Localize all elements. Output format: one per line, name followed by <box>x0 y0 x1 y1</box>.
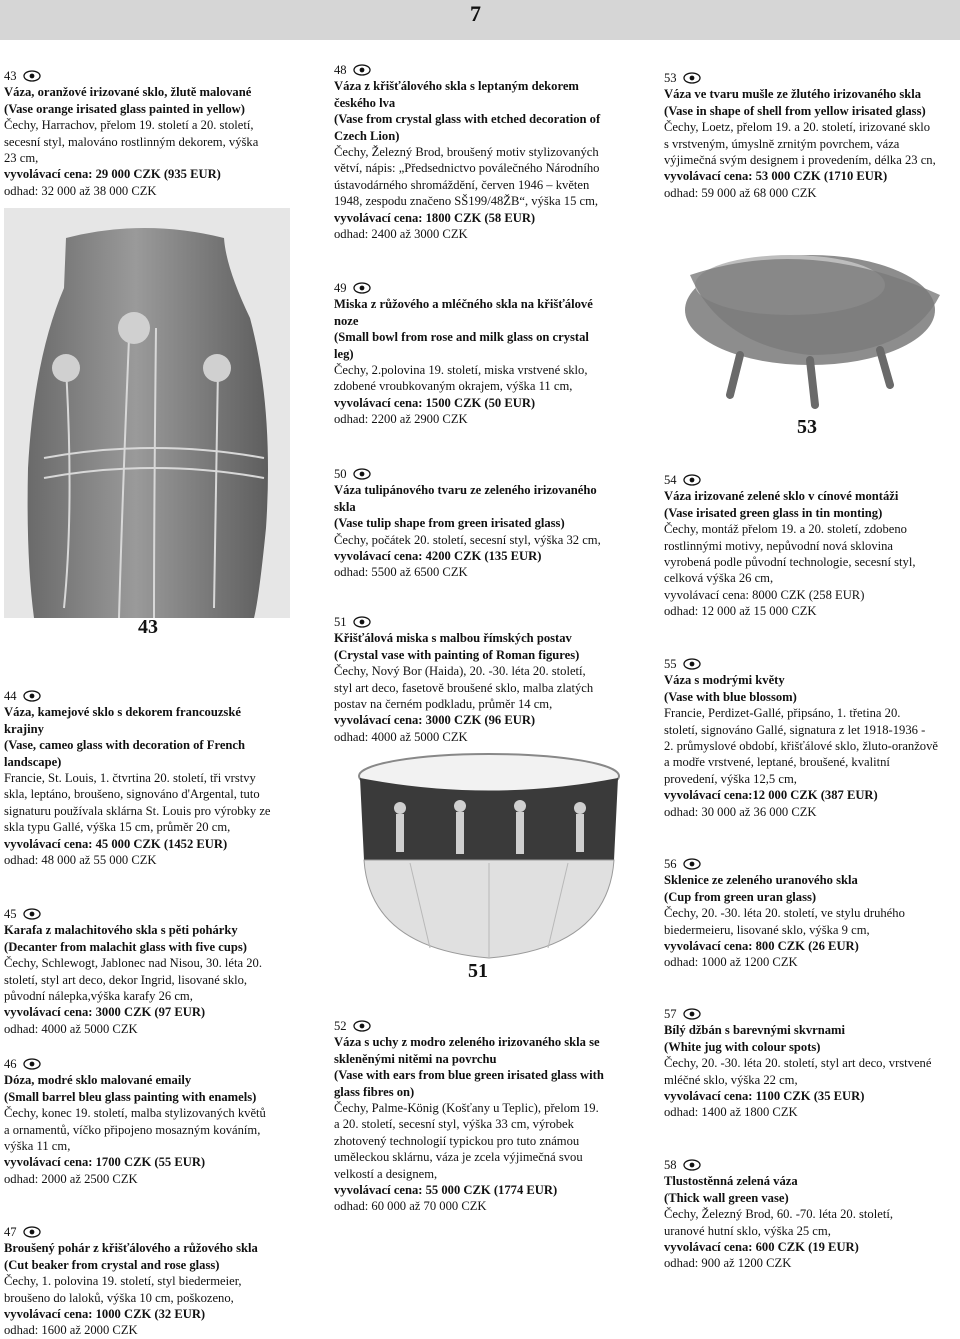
lot-line: Váza, oranžové irizované sklo, žlutě malované <box>4 85 252 100</box>
lot-line: styl art deco, fasetově broušené sklo, malba zlatých <box>334 680 594 695</box>
eye-icon <box>353 468 371 480</box>
lot-line: (Vase orange irisated glass painted in yellow) <box>4 101 245 116</box>
lot-line: odhad: 32 000 až 38 000 CZK <box>4 183 157 198</box>
lot-43 <box>4 68 258 199</box>
bowl-51-photo <box>350 748 628 968</box>
lot-number <box>4 906 262 922</box>
lot-number-text: 43 <box>4 69 17 83</box>
lot-line: vyvolávací cena: 1700 CZK (55 EUR) <box>4 1155 206 1170</box>
eye-icon <box>23 908 41 920</box>
lot-number-text: 49 <box>334 281 347 295</box>
lot-line: leg) <box>334 346 354 361</box>
lot-line: 2. průmyslové období, křišťálové sklo, žluto-oranžově <box>664 739 938 754</box>
lot-number-text: 51 <box>334 615 347 629</box>
lot-line: odhad: 1600 až 2000 CZK <box>4 1323 138 1338</box>
lot-line: a modře vrstvené, leptané, broušené, kvalitní <box>664 755 890 770</box>
lot-line: vyvolávací cena: 600 CZK (19 EUR) <box>664 1240 859 1255</box>
lot-number <box>334 62 600 78</box>
lot-50 <box>334 466 601 581</box>
lot-line: století, signováno Gallé, signatura z let 1918-1936 - <box>664 722 926 737</box>
lot-number-text: 48 <box>334 63 347 77</box>
lot-line: (Vase irisated green glass in tin monting) <box>664 505 883 520</box>
lot-line: mléčné sklo, výška 22 cm, <box>664 1072 798 1087</box>
lot-line: (Vase, cameo glass with decoration of French <box>4 738 246 753</box>
eye-icon <box>353 616 371 628</box>
eye-icon <box>683 658 701 670</box>
eye-icon <box>23 690 41 702</box>
lot-line: vyvolávací cena: 3000 CZK (96 EUR) <box>334 713 536 728</box>
lot-53 <box>664 70 936 201</box>
lot-line: celková výška 26 cm, <box>664 571 774 586</box>
lot-number-text: 47 <box>4 1225 17 1239</box>
shell-vase-53-photo <box>670 215 955 415</box>
lot-number <box>4 688 271 704</box>
lot-45 <box>4 906 262 1037</box>
lot-line: Váza ve tvaru mušle ze žlutého irizovaného skla <box>664 87 922 102</box>
lot-number <box>664 1157 893 1173</box>
lot-line: (Crystal vase with painting of Roman figures) <box>334 647 580 662</box>
lot-number <box>334 614 593 630</box>
lot-line: Francie, Perdizet-Gallé, připsáno, 1. třetina 20. <box>664 706 901 721</box>
lot-line: vyvolávací cena: 53 000 CZK (1710 EUR) <box>664 169 888 184</box>
lot-line: (Small bowl from rose and milk glass on crystal <box>334 330 589 345</box>
lot-line: a 20. století, secesní styl, výška 33 cm, výrobek <box>334 1117 574 1132</box>
lot-line: krajiny <box>4 721 44 736</box>
lot-46 <box>4 1056 266 1187</box>
lot-line: Čechy, konec 19. století, malba stylizovaných květů <box>4 1106 266 1121</box>
lot-number-text: 53 <box>664 71 677 85</box>
lot-line: Karafa z malachitového skla s pěti pohárky <box>4 923 238 938</box>
lot-line: vyvolávací cena: 1100 CZK (35 EUR) <box>664 1089 865 1104</box>
lot-line: Křišťálová miska s malbou římských postav <box>334 631 572 646</box>
lot-line: vyvolávací cena: 1500 CZK (50 EUR) <box>334 395 536 410</box>
lot-line: Váza irizované zelené sklo v cínové montáži <box>664 489 899 504</box>
lot-line: (Cut beaker from crystal and rose glass) <box>4 1257 220 1272</box>
caption-43: 43 <box>138 616 158 638</box>
lot-line: odhad: 30 000 až 36 000 CZK <box>664 804 817 819</box>
lot-number <box>664 472 915 488</box>
lot-number <box>664 70 936 86</box>
lot-line: rostlinnými motivy, nepůvodní nová sklovina <box>664 538 894 553</box>
lot-line: Čechy, Schlewogt, Jablonec nad Nisou, 30. léta 20. <box>4 956 262 971</box>
lot-number-text: 55 <box>664 657 677 671</box>
lot-line: skla typu Gallé, výška 15 cm, průměr 20 cm, <box>4 820 231 835</box>
lot-line: Čechy, počátek 20. století, secesní styl, výška 32 cm, <box>334 532 601 547</box>
lot-line: odhad: 2000 až 2500 CZK <box>4 1171 138 1186</box>
eye-icon <box>683 72 701 84</box>
lot-57 <box>664 1006 931 1121</box>
lot-line: glass fibres on) <box>334 1084 415 1099</box>
lot-54 <box>664 472 915 620</box>
eye-icon <box>353 64 371 76</box>
lot-line: secesní styl, malováno rostlinným dekorem, výška <box>4 134 259 149</box>
lot-line: skla <box>334 499 356 514</box>
lot-line: Váza s uchy z modro zeleného irizovaného skla se <box>334 1035 600 1050</box>
lot-line: Čechy, Železný Brod, 60. -70. léta 20. století, <box>664 1207 893 1222</box>
lot-line: odhad: 2200 až 2900 CZK <box>334 412 468 427</box>
lot-line: (Thick wall green vase) <box>664 1190 789 1205</box>
lot-line: Čechy, 20. -30. léta 20. století, ve stylu druhého <box>664 906 905 921</box>
lot-line: českého lva <box>334 95 396 110</box>
lot-number-text: 52 <box>334 1019 347 1033</box>
lot-number <box>664 1006 931 1022</box>
lot-line: vyvolávací cena: 55 000 CZK (1774 EUR) <box>334 1183 558 1198</box>
lot-line: odhad: 900 až 1200 CZK <box>664 1256 792 1271</box>
lot-line: Broušený pohár z křišťálového a růžového skla <box>4 1241 258 1256</box>
lot-line: odhad: 59 000 až 68 000 CZK <box>664 185 817 200</box>
lot-49 <box>334 280 593 428</box>
eye-icon <box>353 282 371 294</box>
lot-line: provedení, výška 12,5 cm, <box>664 771 797 786</box>
lot-line: (Vase tulip shape from green irisated glass) <box>334 516 565 531</box>
lot-number-text: 54 <box>664 473 677 487</box>
lot-line: původní nálepka,výška karafy 26 cm, <box>4 989 193 1004</box>
lot-number-text: 46 <box>4 1057 17 1071</box>
lot-line: (Cup from green uran glass) <box>664 889 817 904</box>
lot-line: (Vase with blue blossom) <box>664 689 797 704</box>
lot-line: odhad: 1400 až 1800 CZK <box>664 1105 798 1120</box>
lot-number-text: 56 <box>664 857 677 871</box>
lot-line: Bílý džbán s barevnými skvrnami <box>664 1023 846 1038</box>
lot-line: odhad: 2400 až 3000 CZK <box>334 227 468 242</box>
lot-line: odhad: 4000 až 5000 CZK <box>334 729 468 744</box>
lot-44 <box>4 688 271 868</box>
eye-icon <box>23 70 41 82</box>
lot-line: ústavodárného shromáždění, červen 1946 – květen <box>334 177 590 192</box>
lot-line: Váza z křišťálového skla s leptaným dekorem <box>334 79 579 94</box>
lot-line: vyvolávací cena: 800 CZK (26 EUR) <box>664 939 859 954</box>
lot-line: postav na černém podkladu, průměr 14 cm, <box>334 697 553 712</box>
lot-line: vyvolávací cena:12 000 CZK (387 EUR) <box>664 788 878 803</box>
lot-line: Čechy, montáž přelom 19. a 20. století, zdobeno <box>664 522 907 537</box>
lot-line: větví, nápis: „Předsednictvo poválečného Národního <box>334 161 600 176</box>
eye-icon <box>683 858 701 870</box>
eye-icon <box>353 1020 371 1032</box>
lot-line: vyvolávací cena: 1800 CZK (58 EUR) <box>334 210 536 225</box>
lot-line: zhotovený technologií typickou pro tuto známou <box>334 1133 580 1148</box>
lot-number <box>334 1018 604 1034</box>
lot-line: vyrobená podle původní technologie, secesní styl, <box>664 555 916 570</box>
lot-line: biedermeieru, lisované sklo, výška 9 cm, <box>664 922 870 937</box>
eye-icon <box>683 1008 701 1020</box>
lot-line: skleněnými nitěmi na povrchu <box>334 1051 497 1066</box>
lot-line: odhad: 4000 až 5000 CZK <box>4 1021 138 1036</box>
lot-line: uměleckou sklárnu, váza je zcela výjimečná svou <box>334 1150 583 1165</box>
lot-line: (Vase with ears from blue green irisated glass with <box>334 1068 604 1083</box>
lot-52 <box>334 1018 604 1215</box>
lot-line: vyvolávací cena: 3000 CZK (97 EUR) <box>4 1005 206 1020</box>
lot-line: (White jug with colour spots) <box>664 1039 821 1054</box>
lot-58 <box>664 1157 893 1272</box>
lot-number <box>4 1056 266 1072</box>
eye-icon <box>683 474 701 486</box>
lot-line: (Vase from crystal glass with etched decoration of <box>334 112 601 127</box>
lot-55 <box>664 656 938 820</box>
lot-line: vyvolávací cena: 29 000 CZK (935 EUR) <box>4 167 221 182</box>
lot-line: noze <box>334 313 359 328</box>
lot-line: s vrstveným, úmyslně zrnitým povrchem, váza <box>664 136 900 151</box>
lot-line: (Small barrel bleu glass painting with enamels) <box>4 1089 257 1104</box>
lot-line: Miska z růžového a mléčného skla na křišťálové <box>334 297 593 312</box>
lot-number-text: 57 <box>664 1007 677 1021</box>
lot-line: odhad: 1000 až 1200 CZK <box>664 955 798 970</box>
lot-number-text: 45 <box>4 907 17 921</box>
eye-icon <box>23 1058 41 1070</box>
lot-line: landscape) <box>4 754 62 769</box>
lot-48 <box>334 62 600 242</box>
lot-line: signaturu používala sklárna St. Louis pro výrobky ze <box>4 803 271 818</box>
lot-56 <box>664 856 905 971</box>
eye-icon <box>23 1226 41 1238</box>
lot-line: Czech Lion) <box>334 128 400 143</box>
lot-47 <box>4 1224 258 1339</box>
lot-line: Čechy, Harrachov, přelom 19. století a 20. století, <box>4 118 254 133</box>
lot-line: Tlustostěnná zelená váza <box>664 1174 798 1189</box>
lot-line: 23 cm, <box>4 151 39 166</box>
lot-line: odhad: 60 000 až 70 000 CZK <box>334 1199 487 1214</box>
lot-line: odhad: 5500 až 6500 CZK <box>334 565 468 580</box>
lot-number-text: 50 <box>334 467 347 481</box>
lot-line: Sklenice ze zeleného uranového skla <box>664 873 858 888</box>
lot-line: vyvolávací cena: 4200 CZK (135 EUR) <box>334 549 542 564</box>
lot-line: odhad: 12 000 až 15 000 CZK <box>664 604 817 619</box>
lot-line: (Decanter from malachit glass with five cups) <box>4 939 247 954</box>
lot-number <box>334 466 601 482</box>
lot-line: 1948, zespodu značeno SŠ199/48ŽB“, výška 15 cm, <box>334 194 599 209</box>
lot-number <box>4 1224 258 1240</box>
lot-line: výška 11 cm, <box>4 1139 71 1154</box>
lot-line: (Vase in shape of shell from yellow irisated glass) <box>664 103 926 118</box>
lot-line: a ornamentů, víčko připojeno mosazným kováním, <box>4 1122 261 1137</box>
lot-number <box>664 656 938 672</box>
lot-line: Váza tulipánového tvaru ze zeleného irizovaného <box>334 483 597 498</box>
lot-line: Francie, St. Louis, 1. čtvrtina 20. století, tři vrstvy <box>4 771 256 786</box>
lot-line: výjimečná svým designem i provedením, délka 23 cn, <box>664 153 936 168</box>
lot-line: vyvolávací cena: 45 000 CZK (1452 EUR) <box>4 836 228 851</box>
lot-line: Čechy, Palme-König (Košťany u Teplic), přelom 19. <box>334 1101 599 1116</box>
lot-line: Čechy, 20. -30. léta 20. století, styl art deco, vrstvené <box>664 1056 932 1071</box>
caption-51: 51 <box>468 960 488 982</box>
lot-line: Váza s modrými květy <box>664 673 785 688</box>
lot-line: Čechy, Železný Brod, broušený motiv stylizovaných <box>334 145 599 160</box>
vase-43-photo <box>4 208 290 618</box>
lot-number-text: 44 <box>4 689 17 703</box>
lot-line: století, styl art deco, dekor Ingrid, lisované sklo, <box>4 972 248 987</box>
lot-line: Čechy, Loetz, přelom 19. a 20. století, irizované sklo <box>664 120 931 135</box>
lot-number <box>4 68 258 84</box>
lot-line: Dóza, modré sklo malované emaily <box>4 1073 192 1088</box>
lot-line: velkostí a designem, <box>334 1166 438 1181</box>
lot-51 <box>334 614 593 745</box>
lot-line: vyvolávací cena: 8000 CZK (258 EUR) <box>664 587 865 602</box>
lot-line: broušeno do laloků, výška 10 cm, poškozeno, <box>4 1290 234 1305</box>
lot-line: zdobené vroubkovaným okrajem, výška 11 cm, <box>334 379 573 394</box>
lot-line: uranové hutní sklo, výška 25 cm, <box>664 1223 831 1238</box>
lot-line: skla, leptáno, broušeno, signováno d'Argental, tuto <box>4 787 260 802</box>
lot-line: Čechy, Nový Bor (Haida), 20. -30. léta 20. století, <box>334 664 586 679</box>
lot-number <box>334 280 593 296</box>
caption-53: 53 <box>797 416 817 438</box>
lot-number-text: 58 <box>664 1158 677 1172</box>
lot-line: odhad: 48 000 až 55 000 CZK <box>4 853 157 868</box>
lot-line: Čechy, 1. polovina 19. století, styl biedermeier, <box>4 1274 242 1289</box>
lot-line: Váza, kamejové sklo s dekorem francouzské <box>4 705 241 720</box>
lot-line: Čechy, 2.polovina 19. století, miska vrstvené sklo, <box>334 363 588 378</box>
eye-icon <box>683 1159 701 1171</box>
lot-line: vyvolávací cena: 1000 CZK (32 EUR) <box>4 1307 206 1322</box>
lot-number <box>664 856 905 872</box>
